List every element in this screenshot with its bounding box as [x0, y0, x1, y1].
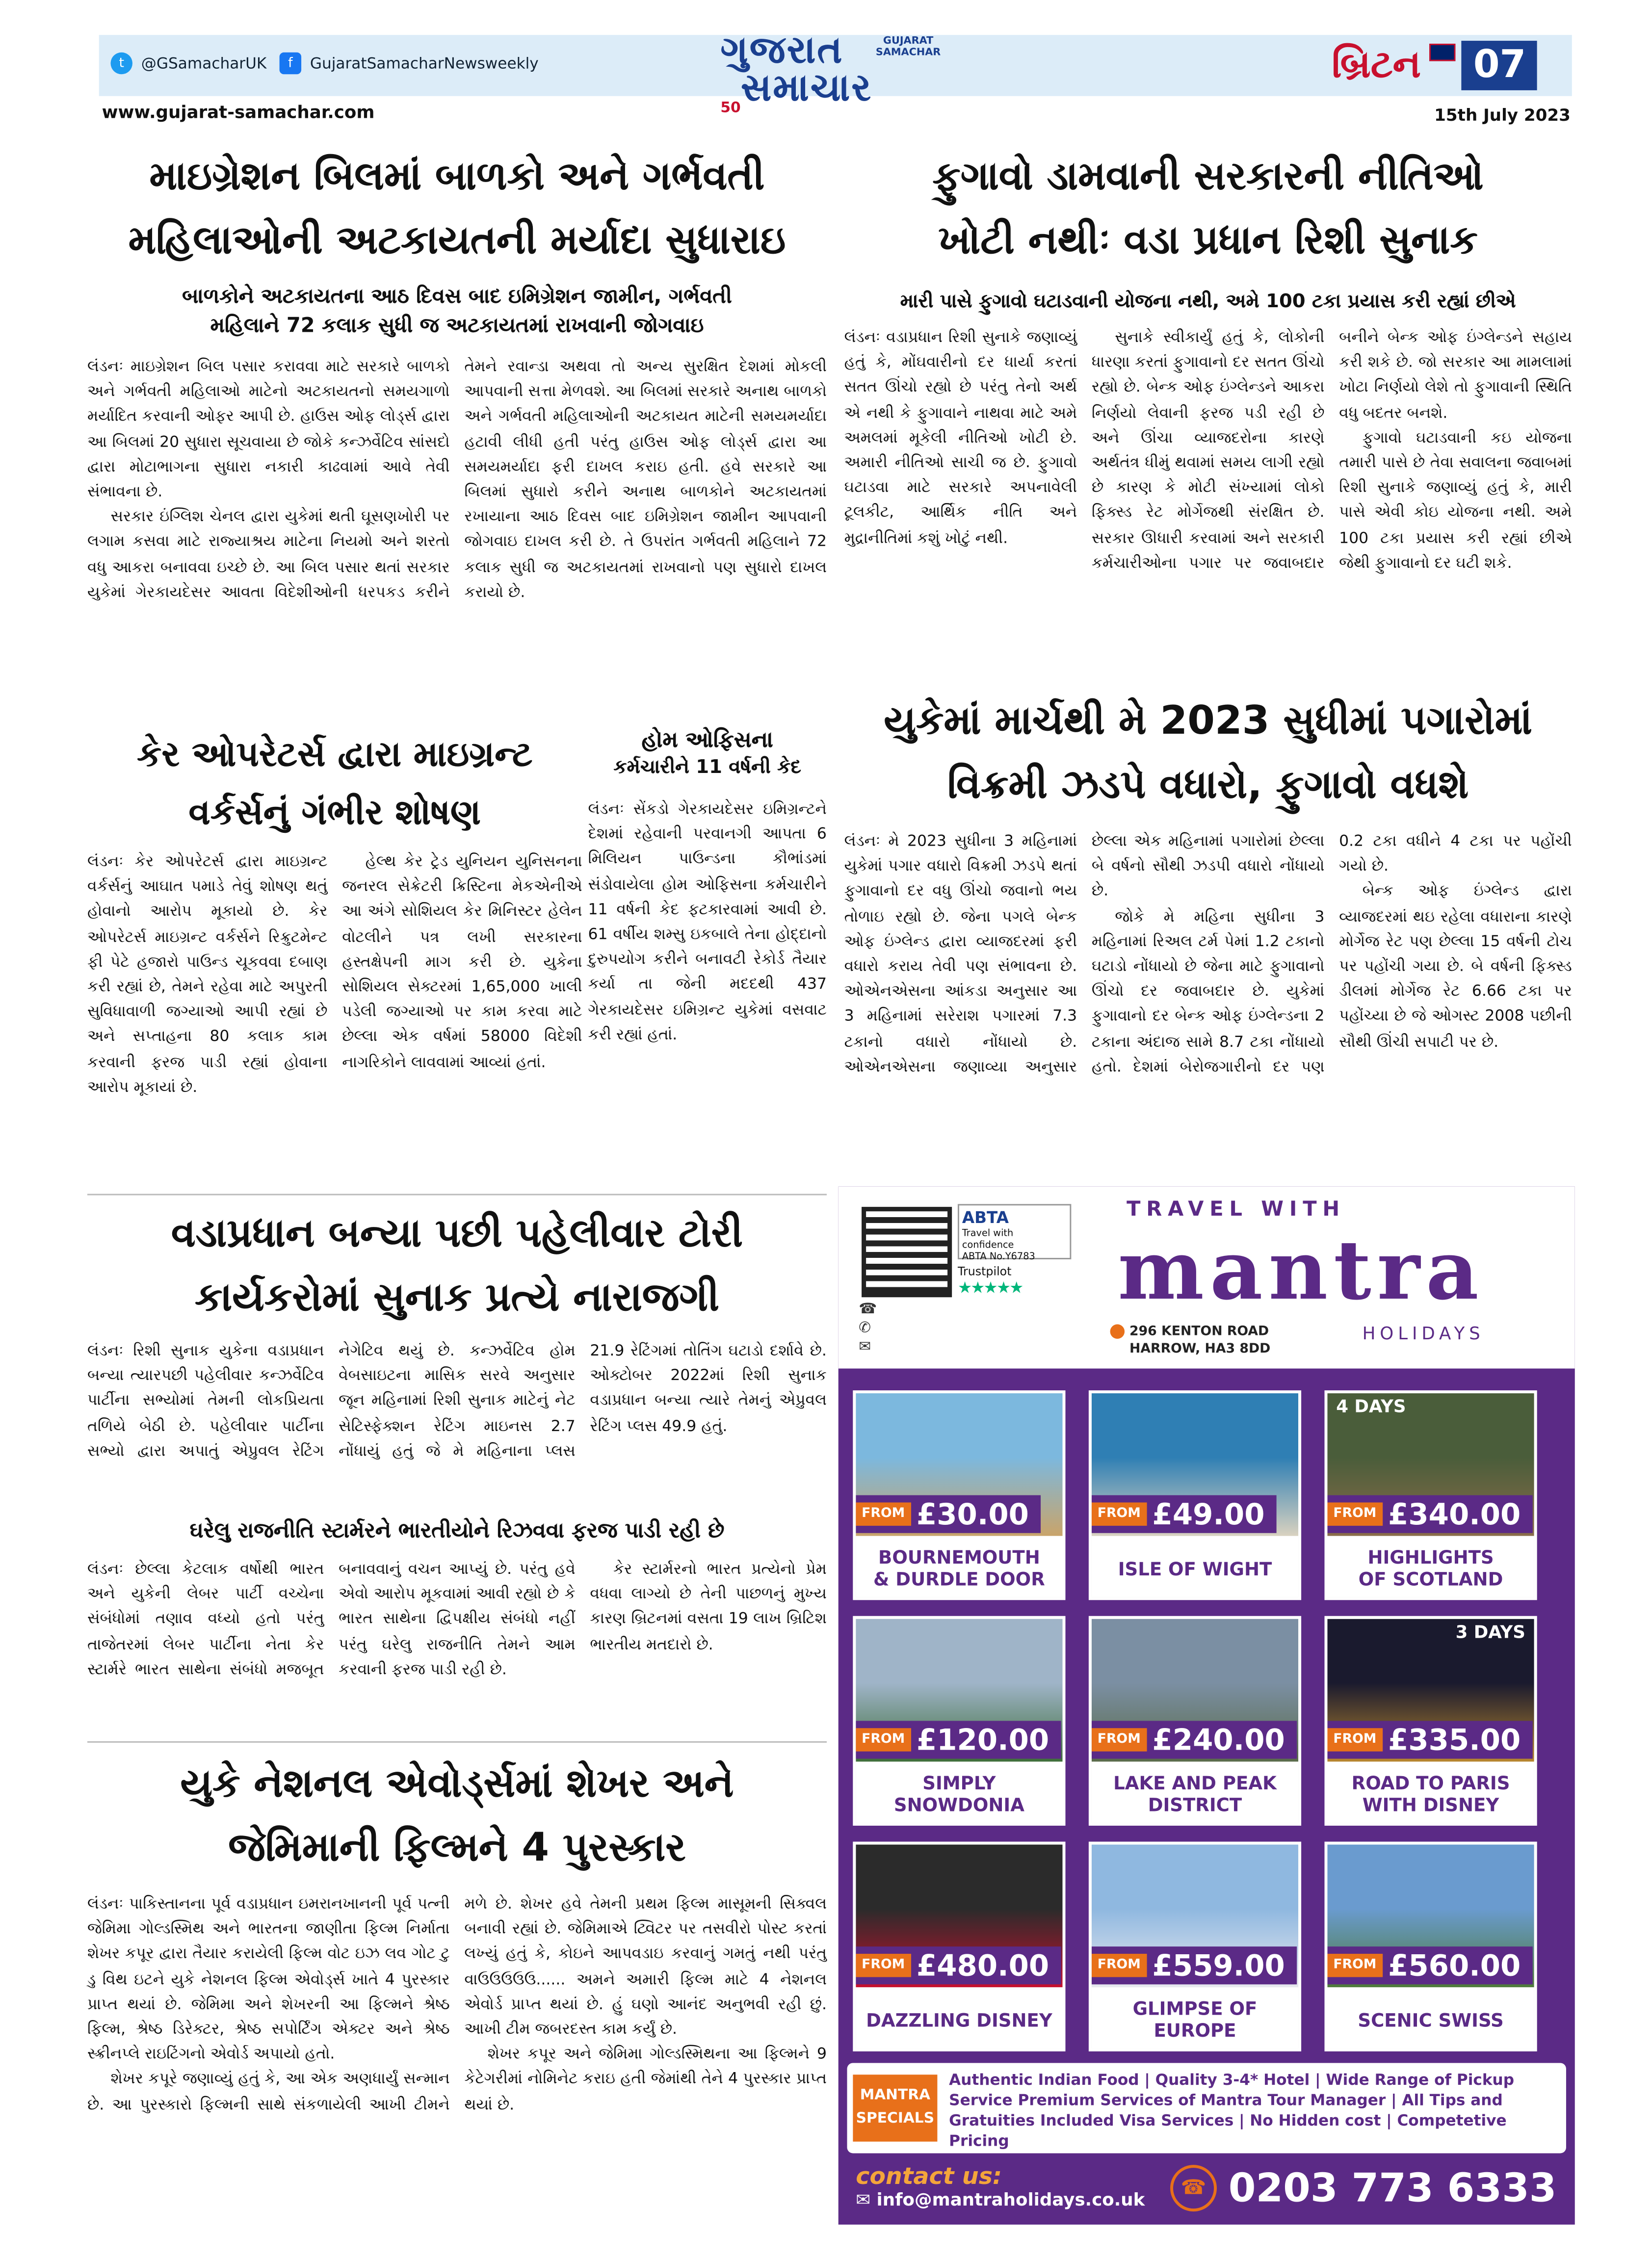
star-rating-icon: ★★★★★	[957, 1278, 1023, 1298]
tour-name: ISLE OF WIGHT	[1092, 1536, 1298, 1600]
uk-flag-icon	[1430, 44, 1456, 61]
headline-line-1: વડાપ્રધાન બન્યા પછી પહેલીવાર ટોરી	[171, 1211, 743, 1257]
tour-tile[interactable]	[853, 1390, 1065, 1600]
tour-price	[856, 1946, 1061, 1984]
article-migration-bill	[87, 146, 827, 705]
price-amount: £240.00	[1152, 1722, 1285, 1757]
price-amount: £120.00	[916, 1722, 1049, 1757]
article-body: લંડનઃ વડાપ્રધાન રિશી સુનાકે જણાવ્યું હતું કે, મોંઘવારીનો દર ધાર્યા કરતાં સતત ઊંચો રહ્યો છે પરંતુ તેનો અર્થ એ નથી કે ફુગાવાને નાથવા માટે અમે અમલમાં મૂકેલી નીતિઓ ખોટી છે. અમારી નીતિઓ સાચી જ છે. ફુગાવો ઘટાડવા માટે સરકારે અપનાવેલી ટૂલકીટ, આર્થિક નીતિ અને મુદ્રાનીતિમાં કશું ખોટું નથી. સુનાકે સ્વીકાર્યું હતું કે, લોકોની ધારણા કરતાં ફુગાવાનો દર સતત ઊંચો રહ્યો છે. બેન્ક ઓફ ઇંગ્લેન્ડને આકરા નિર્ણયો લેવાની ફરજ પડી રહી છે અને ઊંચા વ્યાજદરોના કારણે અર્થતંત્ર ધીમું થવામાં સમય લાગી રહ્યો છે કારણ કે મોટી સંખ્યામાં લોકો ફિક્સ્ડ રેટ મોર્ગેજથી સંરક્ષિત છે. સરકાર ઊધારી કરવામાં અને સરકારી કર્મચારીઓના પગાર પર જવાબદાર બનીને બેન્ક ઓફ ઇંગ્લેન્ડને સહાય કરી શકે છે. જો સરકાર આ મામલામાં ખોટા નિર્ણયો લેશે તો ફુગાવાની સ્થિતિ વધુ બદતર બનશે. ફુગાવો ઘટાડવાની કઇ યોજના તમારી પાસે છે તેવા સવાલના જવાબમાં રિશી સુનાકે જણાવ્યું હતું કે, મારી પાસે એવી કોઇ યોજના નથી. અમે 100 ટકા પ્રયાસ કરી રહ્યાં છીએ જેથી ફુગાવાનો દર ઘટી શકે.	[844, 329, 1572, 572]
tour-name: DAZZLING DISNEY	[856, 1987, 1062, 2051]
article-body: લંડનઃ કેર ઓપરેટર્સ દ્વારા માઇગ્રન્ટ વર્કર્સનું આઘાત પમાડે તેવું શોષણ થતું હોવાનો આરોપ મૂકાયો છે. કેર ઓપરેટર્સ માઇગ્રન્ટ વર્કર્સને રિક્રુટમેન્ટ ફી પેટે હજારો પાઉન્ડ ચૂકવવા દબાણ કરી રહ્યાં છે, તેમને રહેવા માટે અપુરતી સુવિધાવાળી જગ્યાઓ આપી રહ્યાં છે અને સપ્તાહના 80 કલાક કામ કરવાની ફરજ પાડી રહ્યાં હોવાના આરોપ મૂકાયાં છે. હેલ્થ કેર ટ્રેડ યુનિયન યુનિસનના જનરલ સેક્રેટરી ક્રિસ્ટિના મેકએનીએ આ અંગે સોશિયલ કેર મિનિસ્ટર હેલેન વોટલીને પત્ર લખી સરકારના હસ્તક્ષેપની માગ કરી છે. યુકેના સોશિયલ સેક્ટરમાં 1,65,000 ખાલી પડેલી જગ્યાઓ પર કામ કરવા માટે છેલ્લા એક વર્ષમાં 58000 વિદેશી નાગરિકોને લાવવામાં આવ્યાં હતાં.	[87, 853, 582, 1096]
abta-badge: ABTA Travel with confidence ABTA No.Y6783	[958, 1204, 1071, 1259]
from-label: FROM	[856, 1502, 911, 1525]
tour-name: GLIMPSE OF EUROPE	[1092, 1987, 1298, 2051]
section-tag	[1332, 38, 1538, 93]
brand-subtitle: HOLIDAYS	[1362, 1323, 1485, 1344]
tour-price	[1327, 1495, 1532, 1533]
headline-line-2: વર્કર્સનું ગંભીર શોષણ	[188, 792, 481, 833]
headline-line-1: ફુગાવો ડામવાની સરકારની નીતિઓ	[932, 154, 1484, 200]
price-amount: £559.00	[1152, 1948, 1285, 1983]
headline-line-2: કાર્યકરોમાં સુનાક પ્રત્યે નારાજગી	[195, 1275, 719, 1321]
specials-text: Authentic Indian Food | Quality 3-4* Hotel | Wide Range of Pickup Service Premium Services of Mantra Tour Manager | All Tips and Gratuities Included Visa Services | No Hidden cost | Competetive Pricing	[949, 2072, 1515, 2151]
price-amount: £480.00	[916, 1948, 1049, 1983]
tour-tile[interactable]	[1325, 1390, 1537, 1600]
tour-tile[interactable]	[1325, 1616, 1537, 1826]
ad-header	[839, 1187, 1575, 1369]
tour-price	[856, 1495, 1040, 1533]
headline-line-1: માઇગ્રેશન બિલમાં બાળકો અને ગર્ભવતી	[149, 154, 765, 200]
website-link[interactable]: www.gujarat-samachar.com	[102, 102, 375, 123]
article-body: લંડનઃ સેંકડો ગેરકાયદેસર ઇમિગ્રન્ટને દેશમાં રહેવાની પરવાનગી આપતા 6 મિલિયન પાઉન્ડના કૌભાંડમાં સંડોવાયેલા હોમ ઓફિસના કર્મચારીને 11 વર્ષની કેદ ફટકારવામાં આવી છે. 61 વર્ષીય શમ્સુ ઇકબાલે તેના હોદ્દાનો દુરુપયોગ કરીને બનાવટી રેકોર્ડ તૈયાર કર્યા તા જેની મદદથી 437 ગેરકાયદેસર ઇમિગ્રન્ટ યુકેમાં વસવાટ કરી રહ્યાં હતાં.	[588, 800, 827, 1044]
tour-name: ROAD TO PARIS WITH DISNEY	[1327, 1761, 1534, 1826]
tour-price	[856, 1721, 1061, 1758]
headline-line-2: કર્મચારીને 11 વર્ષની કેદ	[613, 757, 801, 779]
issue-date: 15th July 2023	[1434, 105, 1571, 126]
tour-price	[1327, 1721, 1532, 1758]
headline-line-1: હોમ ઓફિસના	[641, 726, 773, 753]
article-home-office	[588, 725, 827, 1048]
headline-line-2: મહિલાઓની અટકાયતની મર્યાદા સુધારાઇ	[128, 218, 786, 264]
section-name: બ્રિટન	[1332, 43, 1421, 87]
ad-tagline: TRAVEL WITH	[1127, 1198, 1346, 1222]
article-body: લંડનઃ માઇગ્રેશન બિલ પસાર કરાવવા માટે સરકારે બાળકો અને ગર્ભવતી મહિલાઓ માટેનો અટકાયતનો સમયગાળો મર્યાદિત કરવાની ઓફર આપી છે. હાઉસ ઓફ લોર્ડ્સ દ્વારા આ બિલમાં 20 સુધારા સૂચવાયા છે જોકે કન્ઝર્વેટિવ સાંસદો દ્વારા મોટાભાગના સુધારા નકારી કાઢવામાં આવે તેવી સંભાવના છે. સરકાર ઇંગ્લિશ ચેનલ દ્વારા યુકેમાં થતી ઘૂસણખોરી પર લગામ કસવા માટે રાજ્યાશ્રય માટેના નિયમો અને શરતો વધુ આકરા બનાવવા ઇચ્છે છે. આ બિલ પસાર થતાં સરકાર યુકેમાં ગેરકાયદેસર આવતા વિદેશીઓની ધરપકડ કરીને તેમને રવાન્ડા અથવા તો અન્ય સુરક્ષિત દેશમાં મોકલી આપવાની સત્તા મેળવશે. આ બિલમાં સરકારે અનાથ બાળકો અને ગર્ભવતી મહિલાઓની અટકાયત માટેની સમયમર્યાદા હટાવી લીધી હતી પરંતુ હાઉસ ઓફ લોર્ડ્સ દ્વારા આ સમયમર્યાદા ફરી દાખલ કરાઇ હતી. હવે સરકારે આ બિલમાં સુધારો કરીને અનાથ બાળકોને અટકાયતમાં રખાયાના આઠ દિવસ બાદ ઇમિગ્રેશન જામીન આપવાની જોગવાઇ દાખલ કરી છે. તે ઉપરાંત ગર્ભવતી મહિલાને 72 કલાક સુધી જ અટકાયતમાં રાખવાનો પણ સુધારો દાખલ કરાયો છે.	[87, 358, 827, 601]
tour-tile[interactable]	[1089, 1390, 1301, 1600]
page-number: 07	[1462, 41, 1538, 90]
contact-block	[856, 2162, 1145, 2210]
facebook-icon: f	[280, 53, 301, 74]
article-tory-members	[87, 1202, 827, 1514]
phone-icon: ☎	[1170, 2165, 1217, 2211]
facebook-handle[interactable]: f GujaratSamacharNewsweekly	[280, 53, 539, 74]
from-label: FROM	[1327, 1954, 1382, 1977]
from-label: FROM	[856, 1954, 911, 1977]
from-label: FROM	[1092, 1728, 1147, 1751]
tour-price	[1092, 1946, 1297, 1984]
article-body: લંડનઃ છેલ્લા કેટલાક વર્ષોથી ભારત અને યુકેની લેબર પાર્ટી વચ્ચેના સંબંધોમાં તણાવ વધ્યો હતો પરંતુ તાજેતરમાં લેબર પાર્ટીના નેતા કેર સ્ટાર્મરે ભારત સાથેના સંબંધો મજબૂત બનાવવાનું વચન આપ્યું છે. પરંતુ હવે એવો આરોપ મૂકવામાં આવી રહ્યો છે કે ભારત સાથેના દ્વિપક્ષીય સંબંધો નહીં પરંતુ ઘરેલુ રાજનીતિ તેમને આમ કરવાની ફરજ પાડી રહી છે. કેર સ્ટાર્મરનો ભારત પ્રત્યેનો પ્રેમ વધવા લાગ્યો છે તેની પાછળનું મુખ્ય કારણ બ્રિટનમાં વસતા 19 લાખ બ્રિટિશ ભારતીય મતદારો છે.	[87, 1561, 827, 1678]
tour-tile[interactable]	[853, 1842, 1065, 2051]
price-amount: £560.00	[1388, 1948, 1521, 1983]
article-body: લંડનઃ રિશી સુનાક યુકેના વડાપ્રધાન બન્યા ત્યારપછી પહેલીવાર કન્ઝર્વેટિવ પાર્ટીના સભ્યોમાં તેમની લોકપ્રિયતા તળિયે બેઠી છે. પહેલીવાર પાર્ટીના સભ્યો દ્વારા અપાતું એપ્રુવલ રેટિંગ નેગેટિવ થયું છે. કન્ઝર્વેટિવ હોમ વેબસાઇટના માસિક સરવે અનુસાર જૂન મહિનામાં રિશી સુનાક માટેનું નેટ સેટિસ્ફેક્શન રેટિંગ માઇનસ 2.7 નોંધાયું હતું જે મે મહિનાના પ્લસ 21.9 રેટિંગમાં તોતિંગ ઘટાડો દર્શાવે છે. ઓક્ટોબર 2022માં રિશી સુનાક વડાપ્રધાન બન્યા ત્યારે તેમનું એપ્રુવલ રેટિંગ પ્લસ 49.9 હતું.	[87, 1342, 827, 1460]
divider	[87, 1741, 827, 1743]
tour-price	[1092, 1495, 1276, 1533]
tour-tile[interactable]	[853, 1616, 1065, 1826]
article-film-awards	[87, 1753, 827, 2228]
price-amount: £49.00	[1152, 1496, 1265, 1532]
headline-line-2: જેમિમાની ફિલ્મને 4 પુરસ્કાર	[228, 1825, 686, 1871]
mantra-holidays-ad[interactable]	[839, 1187, 1575, 2225]
contact-label: contact us:	[856, 2162, 1002, 2190]
tour-name: SCENIC SWISS	[1327, 1987, 1534, 2051]
tour-tile[interactable]	[1325, 1842, 1537, 2051]
headline-line-2: ખોટી નથીઃ વડા પ્રધાન રિશી સુનાક	[938, 218, 1478, 264]
tour-name: LAKE AND PEAK DISTRICT	[1092, 1761, 1298, 1826]
twitter-icon: t	[110, 53, 132, 74]
price-amount: £340.00	[1388, 1496, 1521, 1532]
article-body: લંડનઃ મે 2023 સુધીના 3 મહિનામાં યુકેમાં પગાર વધારો વિક્રમી ઝડપે થતાં ફુગાવાનો દર વધુ ઊંચો જવાનો ભય તોળાઇ રહ્યો છે. જેના પગલે બેન્ક ઓફ ઇંગ્લેન્ડ દ્વારા વ્યાજદરમાં ફરી વધારો કરાય તેવી પણ સંભાવના છે. ઓએનએસના આંકડા અનુસાર આ 3 મહિનામાં સરેરાશ પગારમાં 7.3 ટકાનો વધારો નોંધાયો છે. ઓએનએસના જણાવ્યા અનુસાર છેલ્લા એક મહિનામાં પગારોમાં છેલ્લા બે વર્ષનો સૌથી ઝડપી વધારો નોંધાયો છે. જોકે મે મહિના સુધીના 3 મહિનામાં રિઅલ ટર્મ પેમાં 1.2 ટકાનો ઘટાડો નોંધાયો છે જેના માટે ફુગાવાનો ઊંચો દર જવાબદાર છે. યુકેમાં ફુગાવાનો દર બેન્ક ઓફ ઇંગ્લેન્ડના 2 ટકાના અંદાજ સામે 8.7 ટકા નોંધાયો હતો. દેશમાં બેરોજગારીનો દર પણ 0.2 ટકા વધીને 4 ટકા પર પહોંચી ગયો છે. બેન્ક ઓફ ઇંગ્લેન્ડ દ્વારા વ્યાજદરમાં થઇ રહેલા વધારાના કારણે મોર્ગેજ રેટ પણ છેલ્લા 15 વર્ષની ટોચ પર પહોંચી ગયા છે. બે વર્ષની ફિક્સ્ડ ડીલમાં મોર્ગેજ રેટ 6.66 ટકા પર પહોંચ્યા છે જે ઓગસ્ટ 2008 પછીની સૌથી ઊંચી સપાટી પર છે.	[844, 832, 1572, 1076]
trustpilot-badge: Trustpilot ★★★★★	[957, 1265, 1023, 1298]
headline: ઘરેલુ રાજનીતિ સ્ટાર્મરને ભારતીયોને રિઝવવા ફરજ પાડી રહી છે	[189, 1520, 725, 1543]
from-label: FROM	[1327, 1728, 1382, 1751]
tour-price	[1092, 1721, 1297, 1758]
tour-price	[1327, 1946, 1532, 1984]
tour-name: BOURNEMOUTH & DURDLE DOOR	[856, 1536, 1062, 1600]
article-inflation-policy	[844, 146, 1572, 702]
from-label: FROM	[856, 1728, 911, 1751]
subheadline-line-1: બાળકોને અટકાયતના આઠ દિવસ બાદ ઇમિગ્રેશન જામીન, ગર્ભવતી	[182, 285, 732, 309]
mantra-specials	[847, 2063, 1566, 2154]
newspaper-logo: ગુજરાત સમાચાર GUJARAT SAMACHAR 50	[720, 29, 941, 117]
headline-line-1: યુકેમાં માર્ચથી મે 2023 સુધીમાં પગારોમાં	[884, 698, 1532, 744]
article-body: લંડનઃ પાકિસ્તાનના પૂર્વ વડાપ્રધાન ઇમરાનખાનની પૂર્વ પત્ની જેમિમા ગોલ્ડસ્મિથ અને ભારતના જાણીતા ફિલ્મ નિર્માતા શેખર કપૂર દ્વારા તૈયાર કરાયેલી ફિલ્મ વોટ ઇઝ લવ ગોટ ટુ ડુ વિથ ઇટને યુકે નેશનલ ફિલ્મ એવોર્ડ્સ ખાતે 4 પુરસ્કાર પ્રાપ્ત થયાં છે. જેમિમા અને શેખરની આ ફિલ્મને શ્રેષ્ઠ ફિલ્મ, શ્રેષ્ઠ ડિરેક્ટર, શ્રેષ્ઠ સપોર્ટિંગ એક્ટર અને શ્રેષ્ઠ સ્ક્રીનપ્લે રાઇટિંગનો એવોર્ડ અપાયો હતો. શેખર કપૂરે જણાવ્યું હતું કે, આ એક અણધાર્યું સન્માન છે. આ પુરસ્કારો ફિલ્મની સાથે સંકળાયેલી આખી ટીમને મળે છે. શેખર હવે તેમની પ્રથમ ફિલ્મ માસૂમની સિક્વલ બનાવી રહ્યાં છે. જેમિમાએ ટ્વિટર પર તસવીરો પોસ્ટ કરતાં લખ્યું હતું કે, કોઇને આપવડાઇ કરવાનું ગમતું નથી પરંતુ વાઉઉઉઉઉ...... અમને અમારી ફિલ્મ માટે 4 નેશનલ એવોર્ડ પ્રાપ્ત થયાં છે. હું ઘણો આનંદ અનુભવી રહી છું. આખી ટીમ જબરદસ્ત કામ કર્યું છે. શેખર કપૂર અને જેમિમા ગોલ્ડસ્મિથના આ ફિલ્મને 9 કેટેગરીમાં નોમિનેટ કરાઇ હતી જેમાંથી તેને 4 પુરસ્કાર પ્રાપ્ત થયાં છે.	[87, 1895, 827, 2114]
specials-label: MANTRA SPECIALS	[853, 2075, 937, 2141]
tour-tile[interactable]	[1089, 1616, 1301, 1826]
tour-name: HIGHLIGHTS OF SCOTLAND	[1327, 1536, 1534, 1600]
email-link[interactable]: ✉ info@mantraholidays.co.uk	[856, 2189, 1145, 2210]
location-pin-icon: ●	[1109, 1320, 1126, 1343]
headline-line-1: કેર ઓપરેટર્સ દ્વારા માઇગ્રન્ટ	[137, 734, 533, 775]
price-amount: £30.00	[916, 1496, 1029, 1532]
qr-code[interactable]	[862, 1207, 952, 1297]
tour-name: SIMPLY SNOWDONIA	[856, 1761, 1062, 1826]
duration-badge: 3 DAYS	[1455, 1622, 1525, 1643]
duration-badge: 4 DAYS	[1336, 1396, 1406, 1417]
subheadline-line-2: મહિલાને 72 કલાક સુધી જ અટકાયતમાં રાખવાની જોગવાઇ	[210, 314, 704, 338]
tour-tile[interactable]	[1089, 1842, 1301, 2051]
brand-logo: mantra	[1118, 1223, 1485, 1319]
price-amount: £335.00	[1388, 1722, 1521, 1757]
article-wage-growth	[844, 690, 1572, 1159]
from-label: FROM	[1092, 1502, 1147, 1525]
ad-address: ● 296 KENTON ROAD HARROW, HA3 8DD	[1109, 1320, 1271, 1357]
article-starmer-india	[87, 1517, 827, 1732]
headline-line-2: વિક્રમી ઝડપે વધારો, ફુગાવો વધશે	[947, 763, 1469, 808]
divider	[87, 1194, 827, 1196]
from-label: FROM	[1092, 1954, 1147, 1977]
subheadline: મારી પાસે ફુગાવો ઘટાડવાની યોજના નથી, અમે 100 ટકા પ્રયાસ કરી રહ્યાં છીએ	[900, 291, 1516, 313]
article-care-workers	[87, 725, 582, 1176]
headline-line-1: યુકે નેશનલ એવોર્ડ્સમાં શેખર અને	[180, 1761, 734, 1807]
from-label: FROM	[1327, 1502, 1382, 1525]
phone-number[interactable]: ☎ 0203 773 6333	[1170, 2165, 1556, 2211]
contact-icons: ☎ ✆ ✉	[859, 1302, 877, 1356]
twitter-handle[interactable]: t @GSamacharUK	[110, 53, 266, 74]
